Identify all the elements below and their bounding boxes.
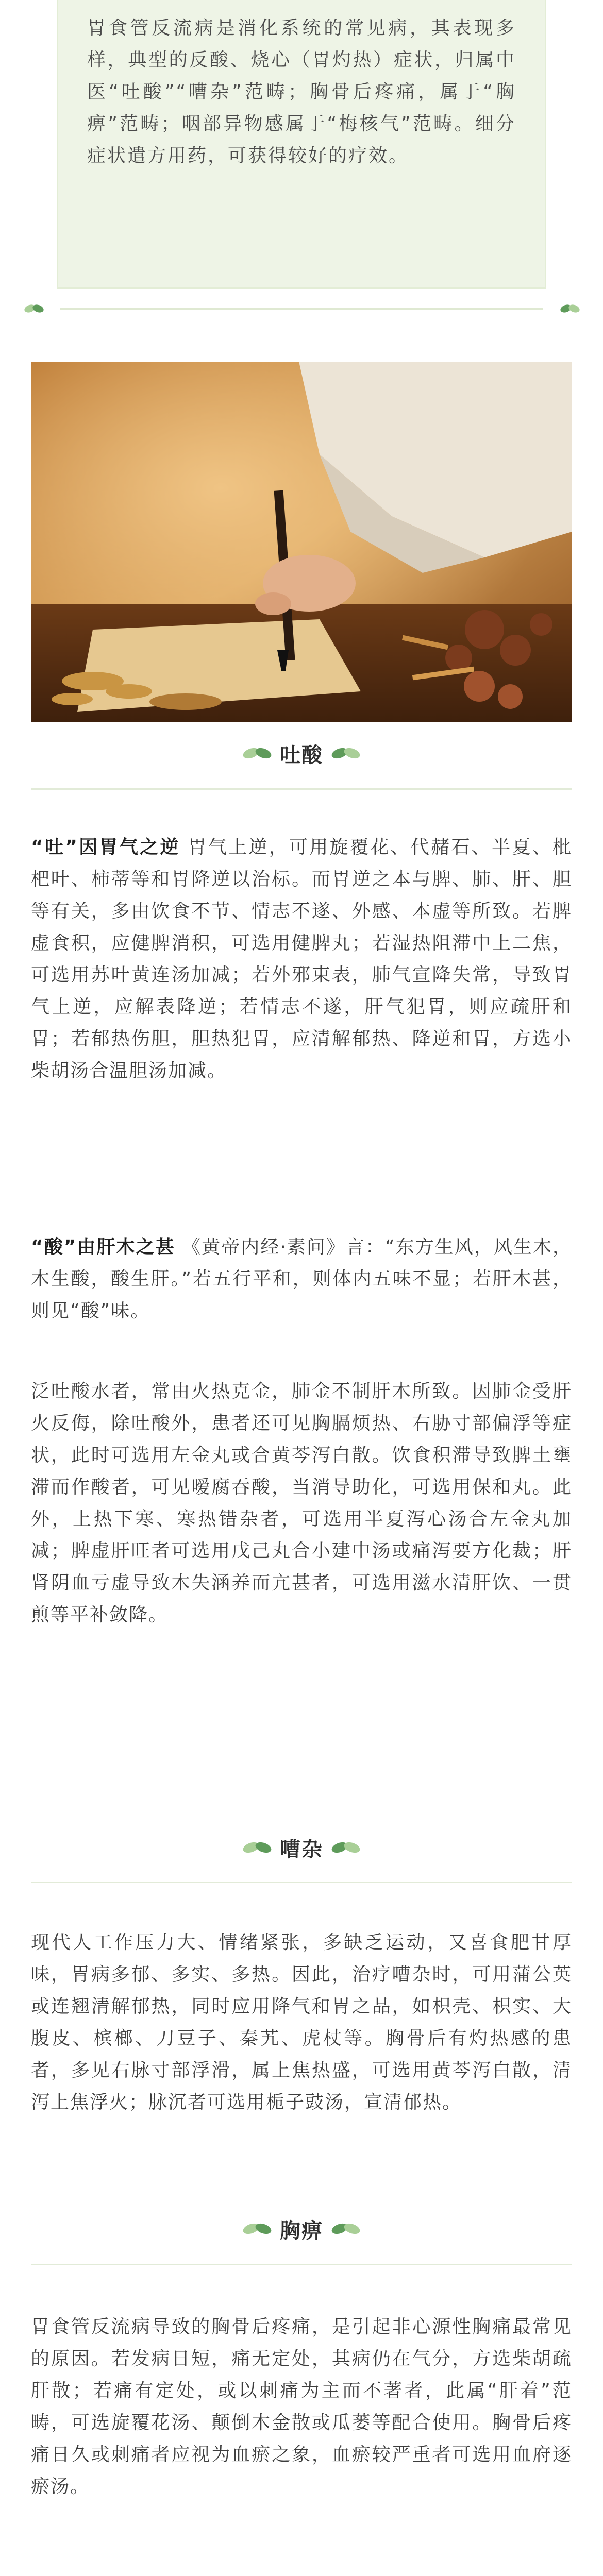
- section-divider: [31, 788, 572, 790]
- leaf-icon: [330, 1840, 361, 1855]
- paragraph: [31, 1376, 572, 1631]
- paragraph-text: 胃气上逆，可用旋覆花、代赭石、半夏、枇杷叶、柿蒂等和胃降逆以治标。而胃逆之本与脾、肺、肝、胆等有关，多由饮食不节、情志不遂、外感、本虚等所致。若脾虚食积，应健脾消积，可选用健脾丸；若湿热阻滞中上二焦，可选用苏叶黄连汤加减；若外邪束表，肺气宣降失常，导致胃气上逆，应解表降逆；若情志不遂，肝气犯胃，则应疏肝和胃；若郁热伤胆，胆热犯胃，应清解郁热、降逆和胃，方选小柴胡汤合温胆汤加减。: [31, 837, 572, 1081]
- paragraph: [31, 1927, 572, 2119]
- section-heading-caoza: [0, 1832, 603, 1863]
- leaf-icon: [242, 2221, 273, 2236]
- paragraph-lead: “酸”由肝木之甚: [31, 1236, 175, 1258]
- intro-box: [57, 0, 546, 289]
- paragraph: [31, 832, 572, 1087]
- paragraph-text: 《黄帝内经·素问》言：“东方生风，风生木，木生酸，酸生肝。”若五行平和，则体内五味不显；若肝木甚，则见“酸”味。: [31, 1236, 572, 1321]
- section-divider: [31, 1882, 572, 1883]
- calligraphy-photo: [31, 362, 572, 722]
- intro-section: [29, 0, 574, 330]
- leaf-icon: [242, 745, 273, 761]
- leaf-icon: [330, 2221, 361, 2236]
- paragraph: [31, 1231, 572, 1327]
- intro-divider: [60, 308, 543, 310]
- leaf-icon: [560, 303, 580, 314]
- paragraph-text: 泛吐酸水者，常由火热克金，肺金不制肝木所致。因肺金受肝火反侮，除吐酸外，患者还可见胸膈烦热、右胁寸部偏浮等症状，此时可选用左金丸或合黄芩泻白散。饮食积滞导致脾土壅滞而作酸者，可见嗳腐吞酸，当消导助化，可选用保和丸。此外，上热下寒、寒热错杂者，可选用半夏泻心汤合左金丸加减；脾虚肝旺者可选用戊己丸合小建中汤或痛泻要方化裁；肝肾阴血亏虚导致木失涵养而亢甚者，可选用滋水清肝饮、一贯煎等平补敛降。: [31, 1381, 572, 1625]
- section-heading-tusuan: [0, 738, 603, 769]
- leaf-icon: [24, 303, 44, 314]
- paragraph-lead: “吐”因胃气之逆: [31, 837, 180, 858]
- leaf-icon: [242, 1840, 273, 1855]
- paragraph: [31, 2311, 572, 2503]
- section-heading-xiongbi: [0, 2213, 603, 2244]
- paragraph-text: 现代人工作压力大、情绪紧张，多缺乏运动，又喜食肥甘厚味，胃病多郁、多实、多热。因此，治疗嘈杂时，可用蒲公英或连翘清解郁热，同时应用降气和胃之品，如枳壳、枳实、大腹皮、槟榔、刀豆子、秦艽、虎杖等。胸骨后有灼热感的患者，多见右脉寸部浮滑，属上焦热盛，可选用黄芩泻白散，清泻上焦浮火；脉沉者可选用栀子豉汤，宣清郁热。: [31, 1932, 572, 2113]
- section-divider: [31, 2264, 572, 2265]
- paragraph-text: 胃食管反流病导致的胸骨后疼痛，是引起非心源性胸痛最常见的原因。若发病日短，痛无定处，其病仍在气分，方选柴胡疏肝散；若痛有定处，或以刺痛为主而不著者，此属“肝着”范畴，可选旋覆花汤、颠倒木金散或瓜蒌等配合使用。胸骨后疼痛日久或刺痛者应视为血瘀之象，血瘀较严重者可选用血府逐瘀汤。: [31, 2316, 572, 2497]
- section-title: 嘈杂: [280, 1837, 323, 1861]
- section-title: 胸痹: [280, 2218, 323, 2243]
- leaf-icon: [330, 745, 361, 761]
- section-title: 吐酸: [280, 743, 323, 767]
- intro-text: 胃食管反流病是消化系统的常见病，其表现多样，典型的反酸、烧心（胃灼热）症状，归属中医“吐酸”“嘈杂”范畴；胸骨后疼痛，属于“胸痹”范畴；咽部异物感属于“梅核气”范畴。细分症状遣方用药，可获得较好的疗效。: [87, 18, 516, 166]
